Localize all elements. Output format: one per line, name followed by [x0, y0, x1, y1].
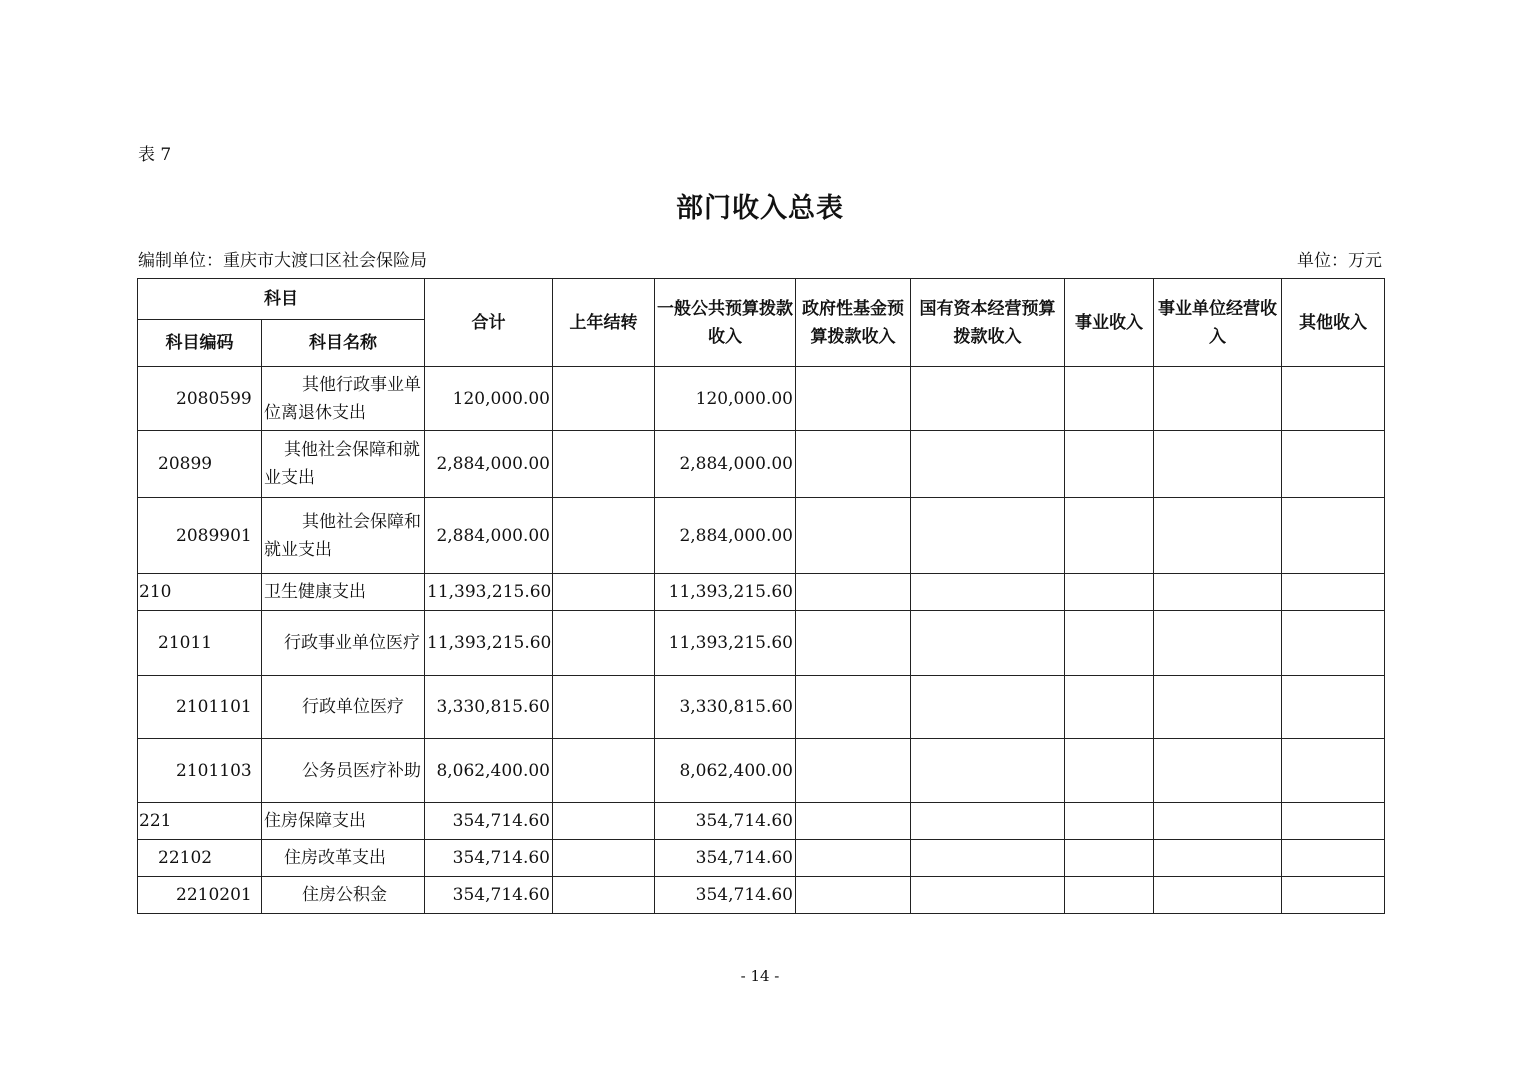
row-code: 2101103 — [138, 739, 262, 803]
row-code: 2089901 — [138, 498, 262, 574]
row-other-income — [1282, 498, 1385, 574]
header-other-income: 其他收入 — [1282, 279, 1385, 367]
row-business-income — [1065, 611, 1154, 676]
table-row — [138, 498, 1385, 574]
row-unit-operating — [1154, 367, 1282, 431]
row-name: 其他行政事业单位离退休支出 — [262, 367, 425, 431]
row-carryover — [553, 574, 655, 611]
row-business-income — [1065, 739, 1154, 803]
row-name: 行政单位医疗 — [262, 676, 425, 739]
row-total: 354,714.60 — [425, 840, 553, 877]
row-name: 住房改革支出 — [262, 840, 425, 877]
header-unit-operating: 事业单位经营收入 — [1154, 279, 1282, 367]
row-name: 公务员医疗补助 — [262, 739, 425, 803]
row-total: 8,062,400.00 — [425, 739, 553, 803]
row-unit-operating — [1154, 498, 1282, 574]
row-gov-fund — [796, 611, 911, 676]
row-other-income — [1282, 611, 1385, 676]
row-state-capital — [911, 498, 1065, 574]
row-code: 221 — [138, 803, 262, 840]
row-state-capital — [911, 840, 1065, 877]
table-row — [138, 611, 1385, 676]
row-gov-fund — [796, 367, 911, 431]
row-code: 20899 — [138, 431, 262, 498]
row-total: 11,393,215.60 — [425, 611, 553, 676]
row-unit-operating — [1154, 803, 1282, 840]
row-code: 21011 — [138, 611, 262, 676]
row-general-budget: 354,714.60 — [655, 840, 796, 877]
table-row — [138, 676, 1385, 739]
row-unit-operating — [1154, 611, 1282, 676]
row-general-budget: 11,393,215.60 — [655, 611, 796, 676]
table-row — [138, 877, 1385, 914]
row-gov-fund — [796, 574, 911, 611]
row-unit-operating — [1154, 840, 1282, 877]
currency-unit: 单位：万元 — [1297, 251, 1382, 271]
row-general-budget: 3,330,815.60 — [655, 676, 796, 739]
row-state-capital — [911, 803, 1065, 840]
row-total: 120,000.00 — [425, 367, 553, 431]
row-general-budget: 8,062,400.00 — [655, 739, 796, 803]
row-code: 210 — [138, 574, 262, 611]
row-gov-fund — [796, 840, 911, 877]
row-state-capital — [911, 574, 1065, 611]
row-state-capital — [911, 739, 1065, 803]
row-unit-operating — [1154, 431, 1282, 498]
row-state-capital — [911, 431, 1065, 498]
row-total: 3,330,815.60 — [425, 676, 553, 739]
row-other-income — [1282, 877, 1385, 914]
header-gov-fund: 政府性基金预算拨款收入 — [796, 279, 911, 367]
row-business-income — [1065, 574, 1154, 611]
row-business-income — [1065, 803, 1154, 840]
row-carryover — [553, 498, 655, 574]
row-carryover — [553, 803, 655, 840]
row-code: 22102 — [138, 840, 262, 877]
row-business-income — [1065, 367, 1154, 431]
row-other-income — [1282, 803, 1385, 840]
row-name: 其他社会保障和就业支出 — [262, 498, 425, 574]
row-general-budget: 120,000.00 — [655, 367, 796, 431]
row-business-income — [1065, 877, 1154, 914]
row-unit-operating — [1154, 739, 1282, 803]
row-carryover — [553, 739, 655, 803]
header-business-income: 事业收入 — [1065, 279, 1154, 367]
page-number: - 14 - — [740, 967, 780, 985]
row-carryover — [553, 877, 655, 914]
table-tag: 表 7 — [138, 145, 172, 165]
row-general-budget: 354,714.60 — [655, 877, 796, 914]
row-name: 其他社会保障和就业支出 — [262, 431, 425, 498]
row-total: 2,884,000.00 — [425, 498, 553, 574]
row-state-capital — [911, 877, 1065, 914]
table-row — [138, 574, 1385, 611]
table-row — [138, 840, 1385, 877]
row-unit-operating — [1154, 877, 1282, 914]
row-state-capital — [911, 676, 1065, 739]
row-total: 354,714.60 — [425, 803, 553, 840]
row-gov-fund — [796, 498, 911, 574]
row-code: 2080599 — [138, 367, 262, 431]
row-other-income — [1282, 367, 1385, 431]
page-title: 部门收入总表 — [676, 193, 844, 224]
row-other-income — [1282, 676, 1385, 739]
header-name: 科目名称 — [262, 320, 425, 367]
row-general-budget: 11,393,215.60 — [655, 574, 796, 611]
row-carryover — [553, 840, 655, 877]
row-carryover — [553, 367, 655, 431]
row-other-income — [1282, 739, 1385, 803]
row-gov-fund — [796, 676, 911, 739]
row-other-income — [1282, 840, 1385, 877]
row-unit-operating — [1154, 676, 1282, 739]
row-business-income — [1065, 498, 1154, 574]
row-business-income — [1065, 676, 1154, 739]
row-name: 行政事业单位医疗 — [262, 611, 425, 676]
row-general-budget: 2,884,000.00 — [655, 498, 796, 574]
row-state-capital — [911, 367, 1065, 431]
row-gov-fund — [796, 739, 911, 803]
table-row — [138, 803, 1385, 840]
row-business-income — [1065, 431, 1154, 498]
header-total: 合计 — [425, 279, 553, 367]
row-carryover — [553, 611, 655, 676]
row-code: 2101101 — [138, 676, 262, 739]
row-business-income — [1065, 840, 1154, 877]
row-carryover — [553, 431, 655, 498]
table-row — [138, 431, 1385, 498]
row-general-budget: 2,884,000.00 — [655, 431, 796, 498]
row-name: 住房保障支出 — [262, 803, 425, 840]
row-other-income — [1282, 431, 1385, 498]
row-gov-fund — [796, 877, 911, 914]
header-carryover: 上年结转 — [553, 279, 655, 367]
row-general-budget: 354,714.60 — [655, 803, 796, 840]
compiling-unit: 编制单位：重庆市大渡口区社会保险局 — [138, 251, 427, 271]
header-subject: 科目 — [138, 279, 425, 320]
row-state-capital — [911, 611, 1065, 676]
table-row — [138, 367, 1385, 431]
row-carryover — [553, 676, 655, 739]
row-name: 住房公积金 — [262, 877, 425, 914]
row-gov-fund — [796, 431, 911, 498]
row-unit-operating — [1154, 574, 1282, 611]
row-total: 354,714.60 — [425, 877, 553, 914]
header-code: 科目编码 — [138, 320, 262, 367]
row-total: 2,884,000.00 — [425, 431, 553, 498]
row-total: 11,393,215.60 — [425, 574, 553, 611]
header-general-budget: 一般公共预算拨款收入 — [655, 279, 796, 367]
row-gov-fund — [796, 803, 911, 840]
row-name: 卫生健康支出 — [262, 574, 425, 611]
income-summary-table — [137, 278, 1385, 914]
row-code: 2210201 — [138, 877, 262, 914]
row-other-income — [1282, 574, 1385, 611]
table-row — [138, 739, 1385, 803]
header-state-capital: 国有资本经营预算拨款收入 — [911, 279, 1065, 367]
